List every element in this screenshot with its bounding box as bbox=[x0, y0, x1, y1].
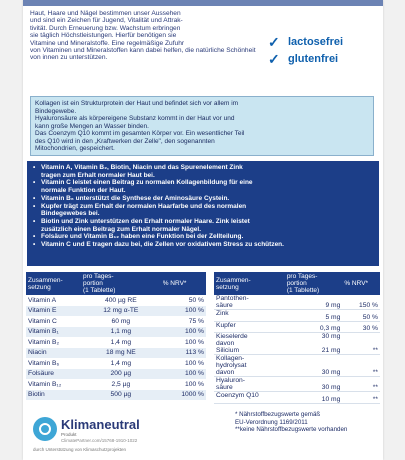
table-cell: 100 % bbox=[161, 369, 206, 380]
table-cell: 1,4 mg bbox=[110, 359, 132, 367]
table-cell: Vitamin E bbox=[26, 306, 81, 317]
check-icon: ✓ bbox=[268, 51, 280, 67]
table-row bbox=[26, 390, 206, 401]
table-cell: 100 % bbox=[185, 359, 204, 367]
table-row bbox=[26, 348, 206, 359]
table-cell: ** bbox=[342, 333, 380, 355]
table-header-row bbox=[26, 272, 206, 295]
intro-line: Vitamine und Mineralstoffe. Eine regelmäßige Zufuhr bbox=[30, 39, 185, 47]
logo-url: ClimatePartner.com/15768-1910-1022 bbox=[61, 438, 138, 443]
claim-line bbox=[33, 203, 373, 211]
nutrition-table-right bbox=[214, 272, 380, 404]
table-cell: 50 % bbox=[188, 296, 204, 304]
table-cell: 100 % bbox=[161, 327, 206, 338]
footnote-line: **keine Nährstoffbezugswerte vorhanden bbox=[235, 426, 348, 433]
bullet: • bbox=[33, 233, 36, 241]
klimaneutral-logo bbox=[33, 415, 193, 455]
claim-line bbox=[33, 226, 373, 234]
claim-line bbox=[33, 172, 373, 180]
info-box bbox=[30, 96, 374, 156]
badge-lactosefrei bbox=[268, 34, 378, 51]
table-cell: Vitamin A bbox=[28, 296, 57, 304]
logo-subtitle: Produkt bbox=[61, 432, 77, 437]
nutrition-table-left bbox=[26, 272, 206, 400]
table-row bbox=[214, 377, 380, 392]
table-row bbox=[26, 327, 206, 338]
table-row bbox=[214, 310, 380, 322]
table-row bbox=[214, 333, 380, 355]
table-cell: 75 % bbox=[188, 317, 204, 325]
logo-wordmark: Klimaneutral bbox=[61, 417, 140, 432]
table-cell: 30 mg bbox=[285, 355, 343, 377]
info-line: Das Coenzym Q10 kommt im gesamten Körper vor. Ein wesentlicher Teil bbox=[35, 130, 245, 137]
intro-line: und sind ein Zeichen für Jugend, Vitalität und Attrak- bbox=[30, 17, 183, 25]
table-cell: 100 % bbox=[161, 306, 206, 317]
info-line: Kollagen ist ein Strukturprotein der Haut und befindet sich vor allem im bbox=[35, 100, 239, 107]
table-row bbox=[214, 321, 380, 333]
table-cell: 10 mg bbox=[285, 392, 343, 404]
badge-label: glutenfrei bbox=[288, 53, 339, 65]
table-cell: 30 mg 21 mg bbox=[285, 333, 343, 355]
column-header: Zusammen- setzung bbox=[214, 272, 285, 295]
claim-text: zusätzlich einen Beitrag zum Erhalt normaler Nägel. bbox=[41, 225, 202, 233]
footnote-line: EU-Verordnung 1169/2011 bbox=[235, 418, 308, 426]
intro-line: von innen zu unterstützen. bbox=[30, 54, 108, 62]
bullet: • bbox=[33, 202, 36, 210]
claim-line bbox=[33, 218, 373, 226]
claim-text: tragen zum Erhalt normaler Haut bei. bbox=[41, 171, 155, 179]
table-cell: Niacin bbox=[26, 348, 81, 359]
table-row bbox=[26, 316, 206, 327]
claim-line bbox=[33, 233, 373, 241]
table-cell: 50 % bbox=[342, 310, 380, 322]
badge-label: lactosefrei bbox=[288, 36, 344, 48]
table-cell: ** bbox=[342, 377, 380, 392]
claim-text: Bindegewebes bei. bbox=[41, 210, 100, 218]
claim-line bbox=[33, 187, 373, 195]
claim-text: Kupfer trägt zum Erhalt der normalen Haarfarbe und des normalen bbox=[41, 202, 247, 210]
info-line: kann große Mengen an Wasser binden. bbox=[35, 122, 149, 130]
intro-text bbox=[30, 10, 262, 62]
bullet: • bbox=[33, 179, 36, 187]
bullet: • bbox=[33, 164, 36, 171]
table-cell: Biotin bbox=[26, 390, 81, 401]
table-row bbox=[26, 358, 206, 369]
health-claims-box bbox=[26, 160, 380, 267]
table-row bbox=[26, 337, 206, 348]
table-cell: Vitamin C bbox=[28, 317, 57, 325]
footnotes bbox=[235, 411, 347, 434]
column-header: pro Tages- portion (1 Tablette) bbox=[81, 272, 161, 295]
bullet bbox=[33, 172, 41, 180]
info-line: Hyaluronsäure als körpereigene Substanz kommt in der Haut vor und bbox=[35, 115, 235, 122]
table-cell: 0,3 mg bbox=[285, 321, 343, 333]
bullet bbox=[33, 226, 41, 234]
badges bbox=[268, 34, 378, 68]
bullet: • bbox=[33, 241, 36, 249]
bullet: • bbox=[33, 217, 36, 225]
claim-line bbox=[33, 164, 373, 172]
table-cell: 113 % bbox=[161, 348, 206, 359]
table-cell: Zink bbox=[214, 310, 285, 322]
table-cell: 5 mg bbox=[285, 310, 343, 322]
table-cell: Vitamin B₂ bbox=[28, 338, 60, 346]
claim-text: Vitamin C und E tragen dazu bei, die Zellen vor oxidativem Stress zu schützen. bbox=[41, 241, 284, 249]
table-cell: Folsäure bbox=[26, 369, 81, 380]
table-cell: 1,4 mg bbox=[110, 338, 132, 346]
table-row bbox=[26, 295, 206, 306]
table-cell: Hyaluron- säure bbox=[214, 377, 285, 392]
claim-text: Vitamin A, Vitamin B₂, Biotin, Niacin und das Spurenelement Zink bbox=[41, 164, 243, 171]
info-line: des Q10 wird in den „Kraftwerken der Zelle", den sogenannten bbox=[35, 137, 215, 145]
claim-text: Biotin und Zink unterstützen den Erhalt normaler Haare. Zink leistet bbox=[41, 217, 250, 225]
column-header: % NRV* bbox=[161, 272, 206, 295]
intro-line: tivität. Durch Erneuerung bzw. Wachstum erbringen bbox=[30, 24, 181, 32]
table-header-row bbox=[214, 272, 380, 295]
table-cell: 12 mg α-TE bbox=[81, 306, 161, 317]
table-cell: 200 µg bbox=[81, 369, 161, 380]
table-cell: Kupfer bbox=[214, 321, 285, 333]
table-cell: 1000 % bbox=[161, 390, 206, 401]
bullet bbox=[33, 187, 41, 195]
table-cell: 30 % bbox=[342, 321, 380, 333]
logo-support-text: durch Unterstützung von Klimaschutzprojekten bbox=[33, 447, 127, 452]
table-cell: Vitamin B₆ bbox=[28, 359, 60, 367]
claim-line bbox=[33, 195, 373, 203]
table-cell: 100 % bbox=[185, 338, 204, 346]
intro-line: sie täglich Höchstleistungen. Hierfür benötigen sie bbox=[30, 32, 177, 40]
climate-partner-icon bbox=[33, 417, 57, 441]
table-cell: ** bbox=[342, 355, 380, 377]
top-strip bbox=[23, 0, 383, 6]
table-cell: Vitamin B₁₂ bbox=[28, 380, 62, 388]
table-cell: 500 µg bbox=[81, 390, 161, 401]
claim-line bbox=[33, 210, 373, 218]
column-header: % NRV* bbox=[342, 272, 380, 295]
footnote-line: * Nährstoffbezugswerte gemäß bbox=[235, 411, 321, 418]
table-row bbox=[26, 379, 206, 390]
table-row bbox=[214, 392, 380, 404]
bullet: • bbox=[33, 194, 36, 202]
table-cell: Coenzym Q10 bbox=[214, 392, 285, 404]
column-header: pro Tages- portion (1 Tablette) bbox=[285, 272, 343, 295]
bullet bbox=[33, 210, 41, 218]
package-back-panel bbox=[23, 0, 383, 460]
table-row bbox=[26, 306, 206, 317]
column-header: Zusammen- setzung bbox=[26, 272, 81, 295]
table-cell: Pantothen- säure bbox=[214, 295, 285, 310]
table-cell: 30 mg bbox=[285, 377, 343, 392]
table-cell: 400 µg RE bbox=[104, 296, 137, 304]
claim-line bbox=[33, 241, 373, 249]
table-cell: Kollagen- hydrolysat davon bbox=[214, 355, 285, 377]
info-line: Bindegewebe. bbox=[35, 107, 77, 115]
claim-text: Vitamin C leistet einen Beitrag zu normalen Kollagenbildung für eine bbox=[41, 179, 253, 187]
intro-line: Haut, Haare und Nägel bestimmen unser Aussehen bbox=[30, 10, 181, 17]
claim-text: Vitamin B₆ unterstützt die Synthese der Aminosäure Cystein. bbox=[41, 194, 230, 202]
table-cell: 100 % bbox=[185, 380, 204, 388]
badge-glutenfrei bbox=[268, 51, 378, 68]
check-icon: ✓ bbox=[268, 34, 280, 50]
claim-line bbox=[33, 179, 373, 187]
table-row bbox=[214, 295, 380, 310]
table-cell: 18 mg NE bbox=[81, 348, 161, 359]
table-cell: Vitamin B₁ bbox=[26, 327, 81, 338]
table-cell: 150 % bbox=[342, 295, 380, 310]
info-line: Mitochondrien, gespeichert. bbox=[35, 145, 115, 152]
table-cell: 2,5 µg bbox=[111, 380, 131, 388]
table-row bbox=[26, 369, 206, 380]
claim-text: normale Funktion der Haut. bbox=[41, 187, 126, 195]
intro-line: von Vitaminen und Mineralstoffen kann dabei helfen, die natürliche Schönheit bbox=[30, 47, 256, 55]
table-row bbox=[214, 355, 380, 377]
claim-text: Folsäure und Vitamin B₁₂ haben eine Funktion bei der Zellteilung. bbox=[41, 233, 244, 241]
table-cell: ** bbox=[342, 392, 380, 404]
table-cell: Kieselerde davon Silicium bbox=[214, 333, 285, 355]
table-cell: 60 mg bbox=[111, 317, 131, 325]
table-cell: 9 mg bbox=[285, 295, 343, 310]
table-cell: 1,1 mg bbox=[81, 327, 161, 338]
